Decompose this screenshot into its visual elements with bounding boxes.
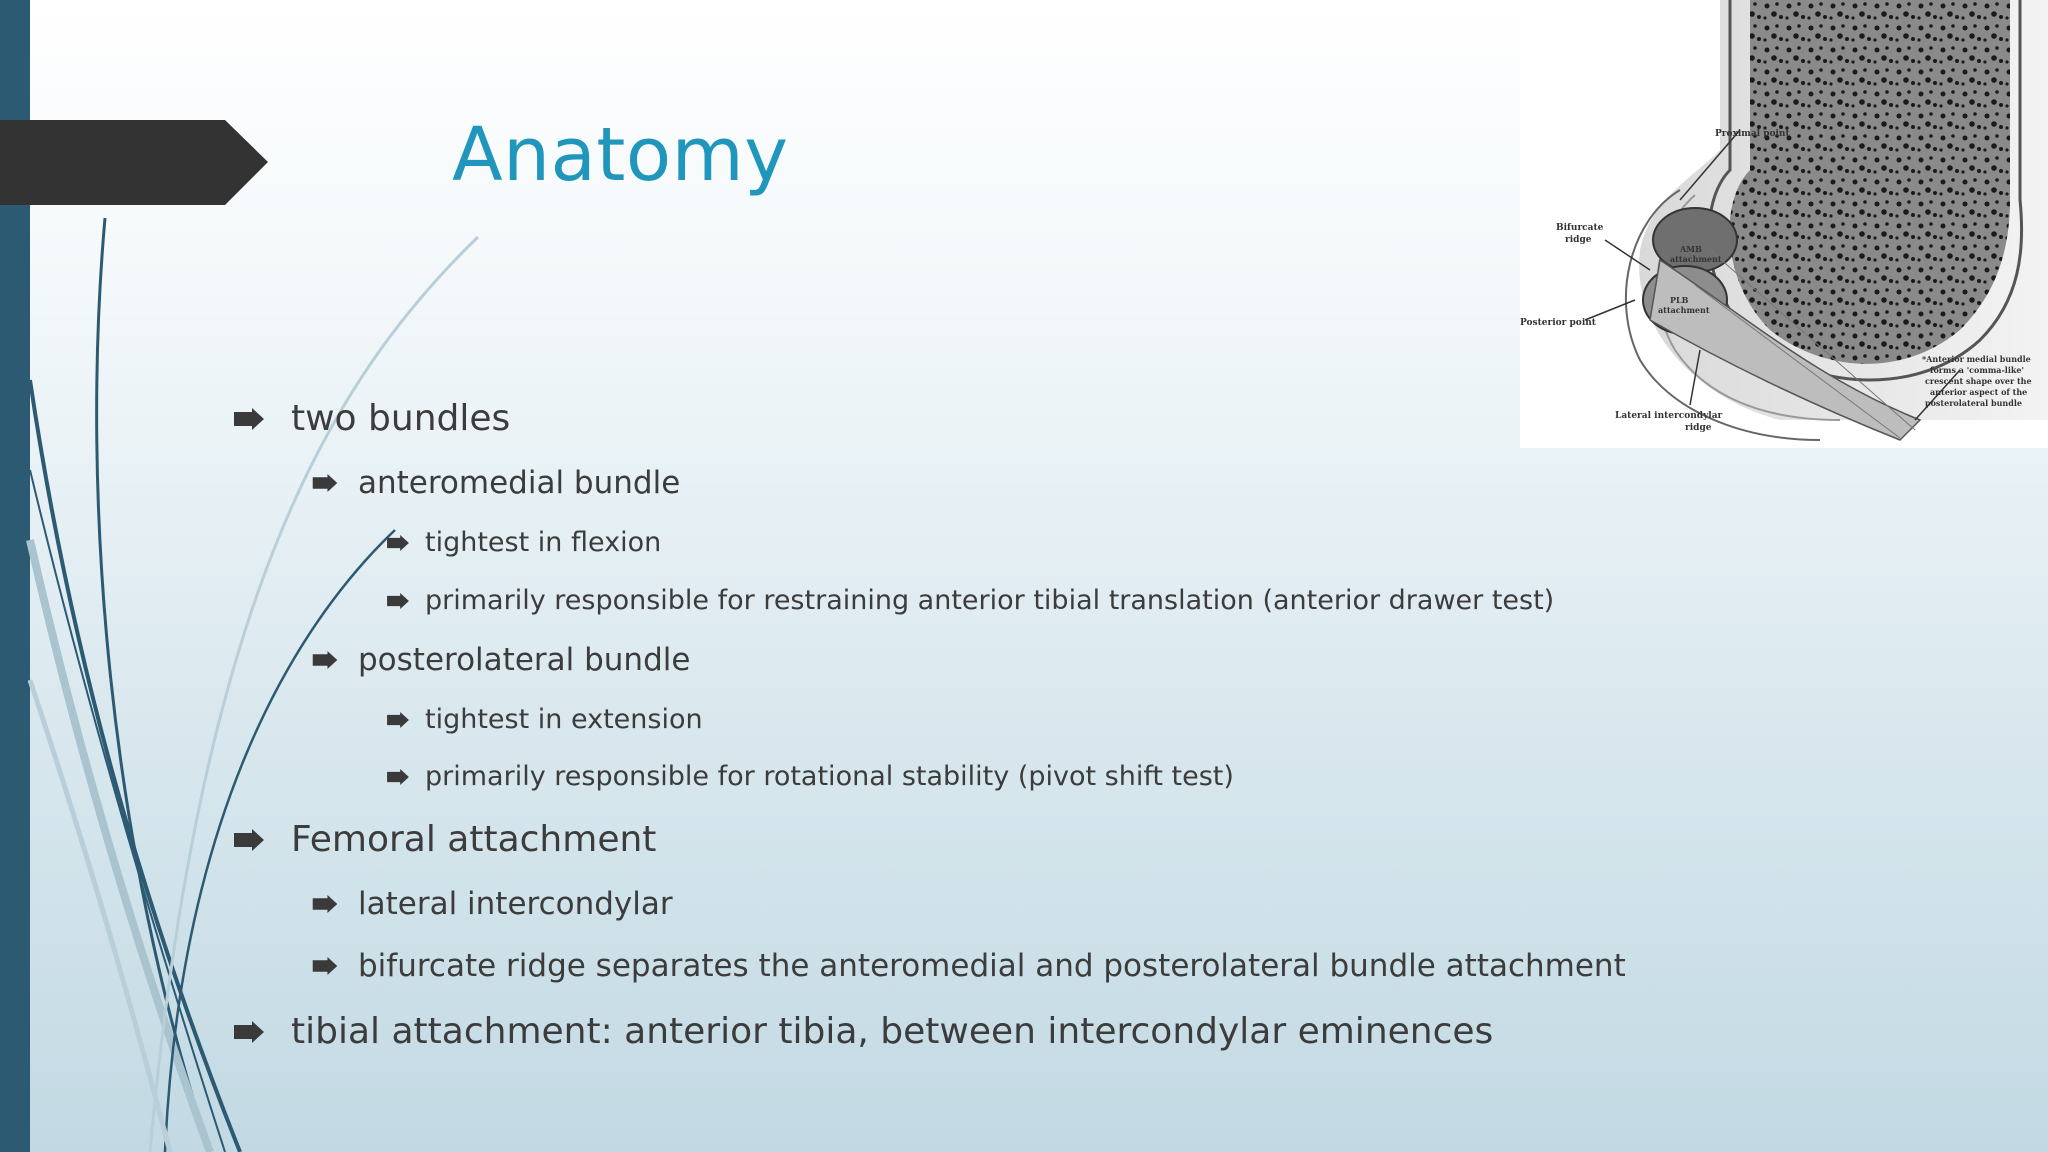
arrow-bullet-icon [387, 593, 409, 609]
bullet-text: tightest in extension [425, 704, 703, 735]
arrow-bullet-icon [312, 957, 338, 975]
bullet-text: bifurcate ridge separates the anteromedial and posterolateral bundle attachment [358, 948, 1626, 984]
arrow-bullet-icon [312, 895, 338, 913]
bullet-item [358, 465, 680, 501]
label-lateral-ridge: Lateral intercondylar [1615, 411, 1723, 421]
label-plb: PLB [1670, 295, 1689, 305]
label-lateral-ridge-2: ridge [1685, 423, 1712, 433]
arrow-bullet-icon [312, 474, 338, 492]
arrow-bullet-icon [234, 829, 264, 851]
bullet-text: anteromedial bundle [358, 465, 681, 501]
bullet-text: Femoral attachment [291, 819, 657, 860]
bullet-text: primarily responsible for restraining anterior tibial translation (anterior drawer test) [425, 585, 1555, 616]
bullet-item [358, 948, 1626, 984]
bullet-item [425, 585, 1554, 616]
arrow-bullet-icon [234, 1021, 264, 1043]
arrow-bullet-icon [387, 535, 409, 551]
bullet-text: two bundles [291, 398, 511, 439]
bullet-item [291, 1011, 1493, 1052]
bullet-item [425, 527, 661, 558]
bullet-item [291, 819, 656, 860]
label-bifurcate-ridge: Bifurcate [1556, 223, 1604, 233]
label-note-5: posterolateral bundle [1925, 398, 2022, 408]
arrow-bullet-icon [387, 769, 409, 785]
bullet-item [425, 761, 1234, 792]
label-note-3: crescent shape over the [1925, 376, 2032, 386]
label-amb: AMB [1680, 244, 1702, 254]
label-note-1: *Anterior medial bundle [1922, 354, 2031, 364]
label-posterior-point: Posterior point [1520, 318, 1596, 328]
label-proximal-point: Proximal point [1715, 129, 1790, 139]
label-bifurcate-ridge-2: ridge [1565, 235, 1592, 245]
label-note-2: forms a 'comma-like' [1930, 365, 2024, 375]
arrow-bullet-icon [234, 408, 264, 430]
bullet-item [358, 886, 673, 922]
slide-title: Anatomy [452, 112, 789, 198]
bullet-item [291, 398, 510, 439]
bullet-item [358, 642, 690, 678]
label-plb-attachment: attachment [1658, 305, 1710, 315]
bullet-text: posterolateral bundle [358, 642, 691, 678]
label-note-4: anterior aspect of the [1930, 387, 2028, 397]
bullet-item [425, 704, 703, 735]
arrow-bullet-icon [387, 712, 409, 728]
arrow-bullet-icon [312, 651, 338, 669]
label-amb-attachment: attachment [1670, 254, 1722, 264]
bullet-text: lateral intercondylar [358, 886, 673, 922]
bullet-text: tightest in flexion [425, 527, 662, 558]
bullet-text: tibial attachment: anterior tibia, between intercondylar eminences [291, 1011, 1494, 1052]
bullet-text: primarily responsible for rotational stability (pivot shift test) [425, 761, 1234, 792]
